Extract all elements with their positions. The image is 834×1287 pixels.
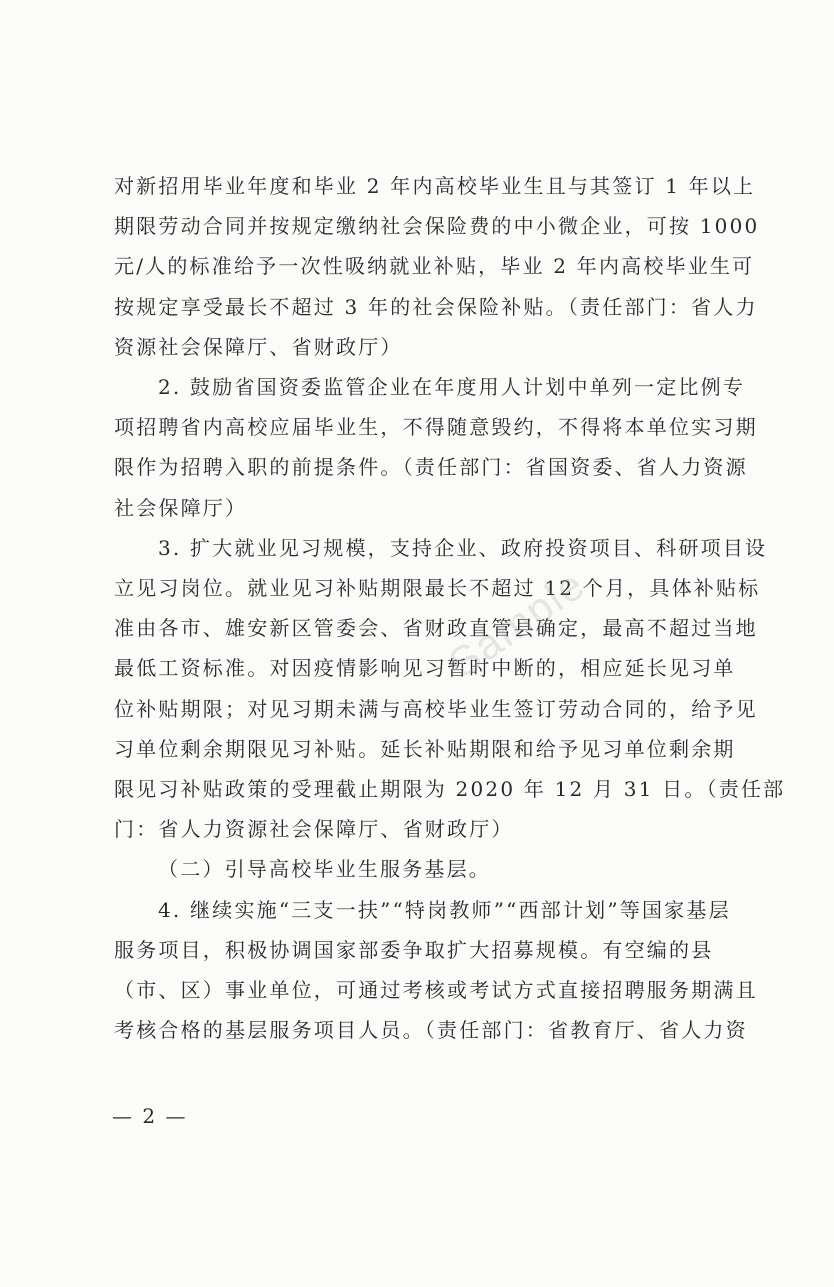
text-line: 项招聘省内高校应届毕业生，不得随意毁约，不得将本单位实习期 — [114, 415, 758, 440]
text-line: （市、区）事业单位，可通过考核或考试方式直接招聘服务期满且 — [114, 978, 758, 1003]
text-line: 门：省人力资源社会保障厅、省财政厅） — [114, 817, 514, 842]
page-number: — 2 — — [112, 1104, 188, 1128]
text-line: 考核合格的基层服务项目人员。（责任部门：省教育厅、省人力资 — [114, 1018, 748, 1043]
text-line: 限见习补贴政策的受理截止期限为 2020 年 12 月 31 日。（责任部 — [114, 777, 786, 802]
document-body — [114, 166, 786, 1050]
text-line: 最低工资标准。对因疫情影响见习暂时中断的，相应延长见习单 — [114, 656, 736, 681]
text-line: 社会保障厅） — [114, 495, 248, 520]
watermark: Sample — [440, 560, 594, 688]
section-heading: （二）引导高校毕业生服务基层。 — [158, 857, 491, 882]
text-line: 资源社会保障厅、省财政厅） — [114, 334, 403, 359]
text-line: 2. 鼓励省国资委监管企业在年度用人计划中单列一定比例专 — [158, 375, 746, 400]
text-line: 对新招用毕业年度和毕业 2 年内高校毕业生且与其签订 1 年以上 — [114, 174, 756, 198]
text-line: 服务项目，积极协调国家部委争取扩大招募规模。有空编的县 — [114, 937, 714, 962]
text-line: 期限劳动合同并按规定缴纳社会保险费的中小微企业，可按 1000 — [114, 214, 760, 239]
text-line: 立见习岗位。就业见习补贴期限最长不超过 12 个月，具体补贴标 — [114, 576, 761, 601]
text-line: 元/人的标准给予一次性吸纳就业补贴，毕业 2 年内高校毕业生可 — [114, 254, 755, 279]
text-line: 限作为招聘入职的前提条件。（责任部门：省国资委、省人力资源 — [114, 455, 748, 480]
text-line: 按规定享受最长不超过 3 年的社会保险补贴。（责任部门：省人力 — [114, 294, 758, 319]
text-line: 位补贴期限；对见习期未满与高校毕业生签订劳动合同的，给予见 — [114, 696, 758, 721]
text-line: 4. 继续实施“三支一扶”“特岗教师”“西部计划”等国家基层 — [158, 897, 731, 922]
text-line: 习单位剩余期限见习补贴。延长补贴期限和给予见习单位剩余期 — [114, 736, 736, 761]
text-line: 3. 扩大就业见习规模，支持企业、政府投资项目、科研项目设 — [158, 535, 768, 560]
text-line: 准由各市、雄安新区管委会、省财政直管县确定，最高不超过当地 — [114, 616, 758, 641]
